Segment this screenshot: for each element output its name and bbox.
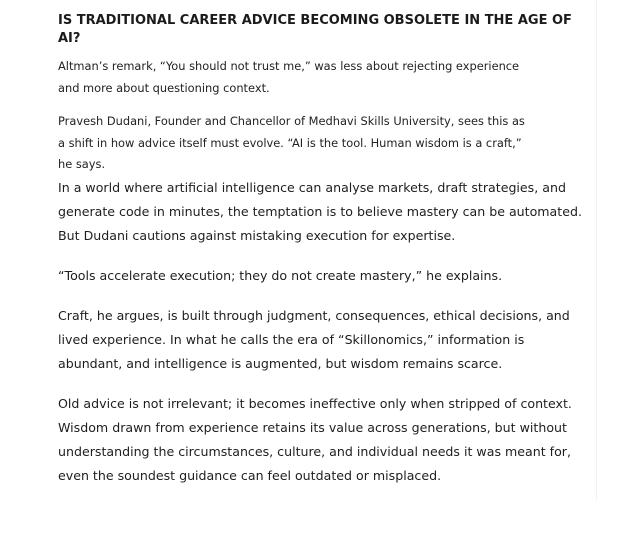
intro-line-2: and more about questioning context. (58, 80, 270, 95)
body-paragraph: Craft, he argues, is built through judgment, consequences, ethical decisions, and lived experience. In what he calls the era of “Skillonomics,” information is abundant, and intelligence is augmented, but wisdom remains scarce. (58, 307, 570, 371)
page-edge-divider (596, 0, 597, 500)
founder-line-3: he says. (58, 157, 106, 171)
founder-line-1: Pravesh Dudani, Founder and Chancellor of Medhavi Skills University, sees this as (58, 114, 525, 128)
body-paragraph: Old advice is not irrelevant; it becomes ineffective only when stripped of context. Wisdom drawn from experience retains its value across generations, but without understanding the circumstances, culture, and individual needs it was meant for, even the soundest guidance can feel outdated or misplaced. (58, 395, 572, 483)
intro-paragraph (58, 56, 586, 99)
founder-line-2: a shift in how advice itself must evolve. “AI is the tool. Human wisdom is a craft,” (58, 135, 522, 150)
article-headline: IS TRADITIONAL CAREER ADVICE BECOMING OBSOLETE IN THE AGE OF AI? (58, 13, 572, 46)
body-paragraph: In a world where artificial intelligence can analyse markets, draft strategies, and generate code in minutes, the temptation is to believe mastery can be automated. But Dudani cautions against mistaking execution for expertise. (58, 179, 582, 243)
body-paragraph: “Tools accelerate execution; they do not create mastery,” he explains. (58, 267, 503, 283)
intro-line-1: Altman’s remark, “You should not trust me,” was less about rejecting experience (58, 59, 520, 73)
article (58, 12, 586, 488)
founder-quote-paragraph (58, 111, 586, 176)
